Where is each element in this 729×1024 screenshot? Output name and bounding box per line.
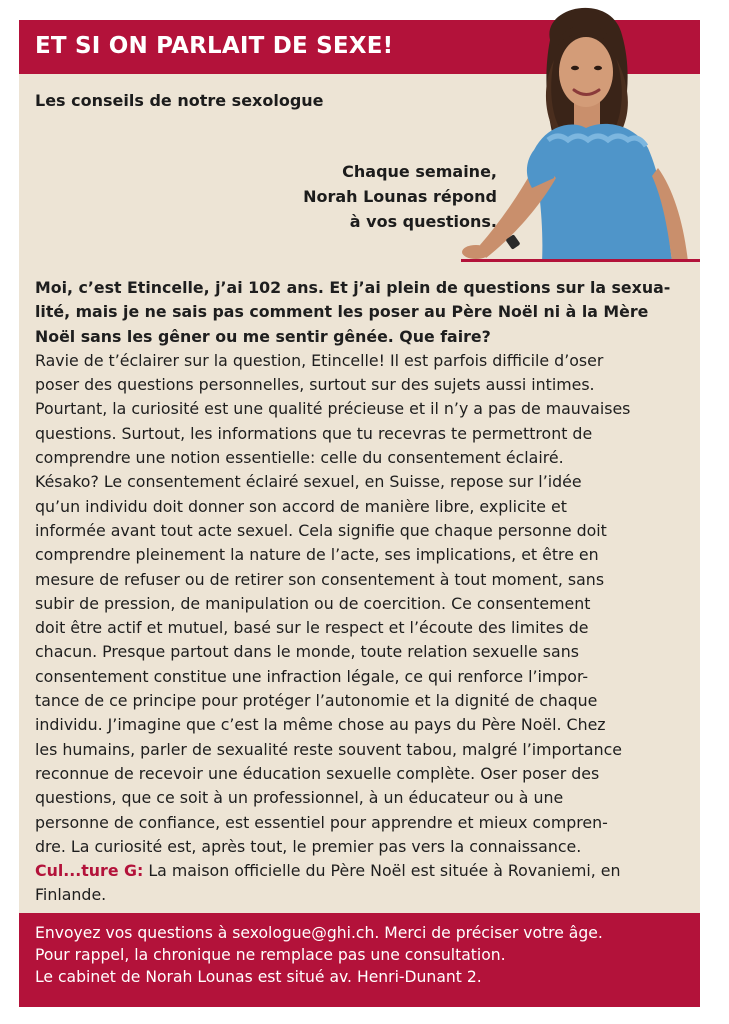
question-line: lité, mais je ne sais pas comment les poser au Père Noël ni à la Mère	[35, 302, 649, 322]
footer-line: Pour rappel, la chronique ne remplace pas une consultation.	[35, 946, 506, 964]
intro-line: à vos questions.	[349, 212, 497, 231]
column-title: ET SI ON PARLAIT DE SEXE!	[35, 33, 394, 59]
header-divider	[461, 259, 700, 262]
footer-line: Envoyez vos questions à sexologue@ghi.ch. Merci de préciser votre âge.	[35, 924, 603, 942]
answer-line: qu’un individu doit donner son accord de manière libre, explicite et	[35, 496, 567, 516]
answer-line: Pourtant, la curiosité est une qualité précieuse et il n’y a pas de mauvaises	[35, 399, 631, 419]
answer-line: individu. J’imagine que c’est la même chose au pays du Père Noël. Chez	[35, 715, 606, 735]
answer-line: mesure de refuser ou de retirer son consentement à tout moment, sans	[35, 569, 605, 589]
author-portrait-photo	[462, 0, 700, 262]
answer-line: reconnue de recevoir une éducation sexuelle complète. Oser poser des	[35, 763, 600, 783]
answer-line: subir de pression, de manipulation ou de coercition. Ce consentement	[35, 593, 591, 613]
answer-line: doit être actif et mutuel, basé sur le respect et l’écoute des limites de	[35, 618, 589, 638]
answer-line: questions, que ce soit à un professionnel, à un éducateur ou à une	[35, 788, 564, 808]
answer-line: personne de confiance, est essentiel pour apprendre et mieux compren-	[35, 812, 608, 832]
answer-line: tance de ce principe pour protéger l’autonomie et la dignité de chaque	[35, 691, 598, 711]
answer-line: informée avant tout acte sexuel. Cela signifie que chaque personne doit	[35, 520, 607, 540]
fact-line-cont: Finlande.	[35, 885, 107, 905]
answer-line: chacun. Presque partout dans le monde, toute relation sexuelle sans	[35, 642, 579, 662]
intro-line: Chaque semaine,	[342, 162, 497, 181]
fact-label: Cul...ture G:	[35, 861, 144, 881]
answer-line: Késako? Le consentement éclairé sexuel, en Suisse, repose sur l’idée	[35, 472, 582, 492]
column-subtitle: Les conseils de notre sexologue	[35, 91, 324, 110]
article-body	[35, 276, 687, 908]
intro-line: Norah Lounas répond	[303, 187, 497, 206]
answer-line: dre. La curiosité est, après tout, le premier pas vers la connaissance.	[35, 836, 582, 856]
answer-line: questions. Surtout, les informations que tu recevras te permettront de	[35, 423, 593, 443]
answer-line: comprendre pleinement la nature de l’acte, ses implications, et être en	[35, 545, 599, 565]
answer-line: les humains, parler de sexualité reste souvent tabou, malgré l’importance	[35, 739, 623, 759]
question-line: Moi, c’est Etincelle, j’ai 102 ans. Et j’ai plein de questions sur la sexua-	[35, 278, 671, 297]
footer-text	[35, 922, 603, 988]
fact-text: La maison officielle du Père Noël est située à Rovaniemi, en	[143, 861, 621, 881]
answer-line: consentement constitue une infraction légale, ce qui renforce l’impor-	[35, 666, 589, 686]
answer-line: comprendre une notion essentielle: celle du consentement éclairé.	[35, 448, 564, 468]
answer-line: Ravie de t’éclairer sur la question, Etincelle! Il est parfois difficile d’oser	[35, 350, 604, 370]
footer-line: Le cabinet de Norah Lounas est situé av. Henri-Dunant 2.	[35, 968, 482, 986]
question-line: Noël sans les gêner ou me sentir gênée. Que faire?	[35, 326, 491, 346]
answer-line: poser des questions personnelles, surtout sur des sujets aussi intimes.	[35, 375, 595, 395]
fact-line	[35, 859, 687, 883]
